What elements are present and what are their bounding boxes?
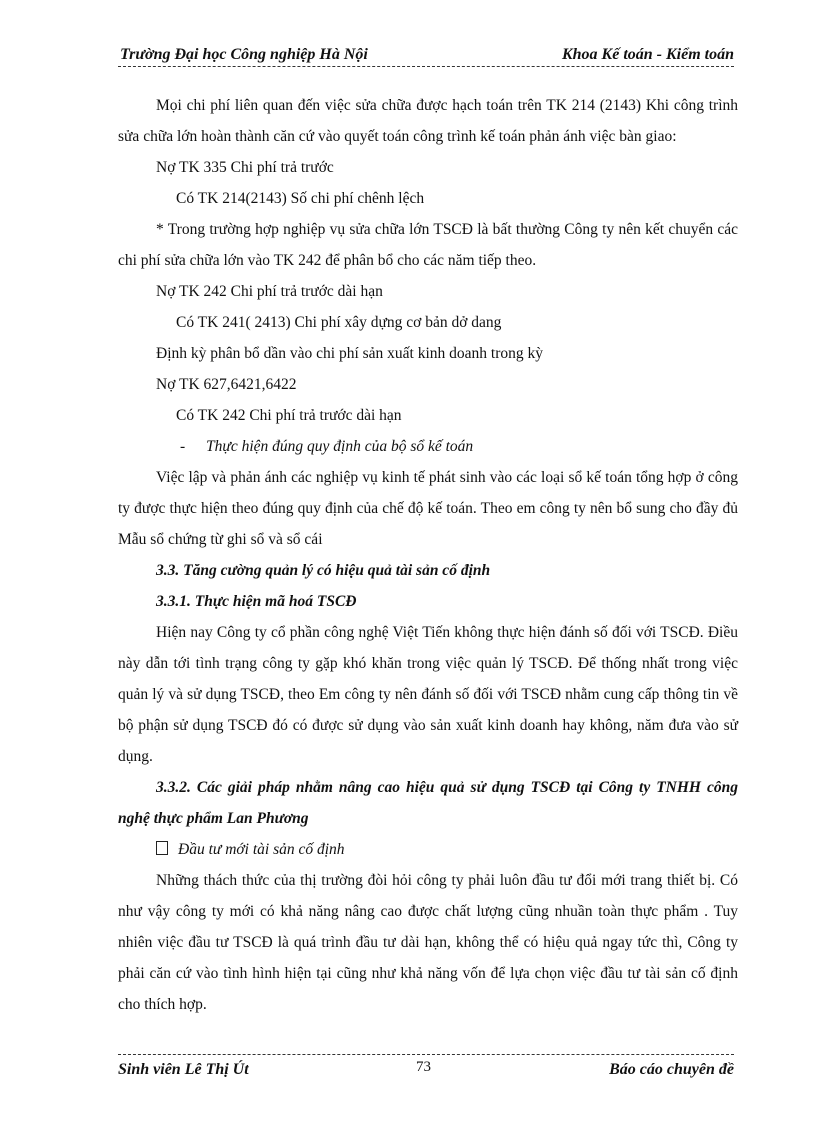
footer-report-type: Báo cáo chuyên đề — [609, 1061, 734, 1078]
paragraph: Định kỳ phân bổ dần vào chi phí sản xuất kinh doanh trong kỳ — [156, 345, 544, 362]
bullet-dash: - — [180, 438, 186, 455]
paragraph: Những thách thức của thị trường đòi hỏi công ty phải luôn đầu tư đổi mới trang thiết bị. Có như vậy công ty mới có khả năng nâng cao được chất lượng cũng nhuần toàn thực phẩm . Tuy nhiên việc đầu tư TSCĐ là quá trình đầu tư dài hạn, không thể có hiệu quả ngay tức thì, Công ty phải căn cứ vào tình hình hiện tại cũng như khả năng vốn để lựa chọn việc đầu tư tài sản cố định cho thích hợp. — [118, 872, 738, 1013]
section-heading: 3.3. Tăng cường quản lý có hiệu quả tài sản cố định — [156, 562, 491, 579]
page-number: 73 — [416, 1059, 431, 1075]
entry-credit: Có TK 241( 2413) Chi phí xây dựng cơ bản dở dang — [176, 314, 502, 331]
page-body — [118, 90, 738, 1020]
bullet-item — [118, 431, 738, 462]
subsection-heading: 3.3.1. Thực hiện mã hoá TSCĐ — [156, 593, 357, 610]
header-faculty: Khoa Kế toán - Kiểm toán — [561, 46, 734, 63]
checkbox-item-label: Đầu tư mới tài sản cố định — [178, 841, 345, 858]
paragraph: * Trong trường hợp nghiệp vụ sửa chữa lớn TSCĐ là bất thường Công ty nên kết chuyển các chi phí sửa chữa lớn vào TK 242 để phân bổ cho các năm tiếp theo. — [118, 221, 738, 269]
page-footer — [118, 1054, 734, 1085]
checkbox-item — [118, 834, 738, 865]
checkbox-square-icon — [156, 841, 168, 855]
entry-credit: Có TK 242 Chi phí trả trước dài hạn — [176, 407, 402, 424]
entry-debit: Nợ TK 627,6421,6422 — [156, 376, 297, 393]
footer-student: Sinh viên Lê Thị Út — [118, 1061, 249, 1078]
bullet-text: Thực hiện đúng quy định của bộ sổ kế toán — [206, 438, 474, 455]
page-header — [118, 44, 734, 67]
entry-debit: Nợ TK 335 Chi phí trả trước — [156, 159, 334, 176]
subsection-heading: 3.3.2. Các giải pháp nhằm nâng cao hiệu quả sử dụng TSCĐ tại Công ty TNHH công nghệ thực phẩm Lan Phương — [118, 779, 738, 827]
paragraph: Hiện nay Công ty cổ phần công nghệ Việt Tiến không thực hiện đánh số đối với TSCĐ. Điều này dẫn tới tình trạng công ty gặp khó khăn trong việc quản lý TSCĐ. Để thống nhất trong việc quản lý và sử dụng TSCĐ, theo Em công ty nên đánh số đối với TSCĐ nhằm cung cấp thông tin về bộ phận sử dụng TSCĐ đó có được sử dụng vào sản xuất kinh doanh hay không, năm đưa vào sử dụng. — [118, 624, 738, 765]
paragraph: Việc lập và phản ánh các nghiệp vụ kinh tế phát sinh vào các loại sổ kế toán tổng hợp ở công ty được thực hiện theo đúng quy định của chế độ kế toán. Theo em công ty nên bổ sung cho đầy đủ Mẫu sổ chứng từ ghi sổ và sổ cái — [118, 469, 738, 548]
paragraph: Mọi chi phí liên quan đến việc sửa chữa được hạch toán trên TK 214 (2143) Khi công trình sửa chữa lớn hoàn thành căn cứ vào quyết toán công trình kế toán phản ánh việc bàn giao: — [118, 97, 738, 145]
entry-credit: Có TK 214(2143) Số chi phí chênh lệch — [176, 190, 425, 207]
header-school: Trường Đại học Công nghiệp Hà Nội — [120, 46, 368, 63]
entry-debit: Nợ TK 242 Chi phí trả trước dài hạn — [156, 283, 383, 300]
